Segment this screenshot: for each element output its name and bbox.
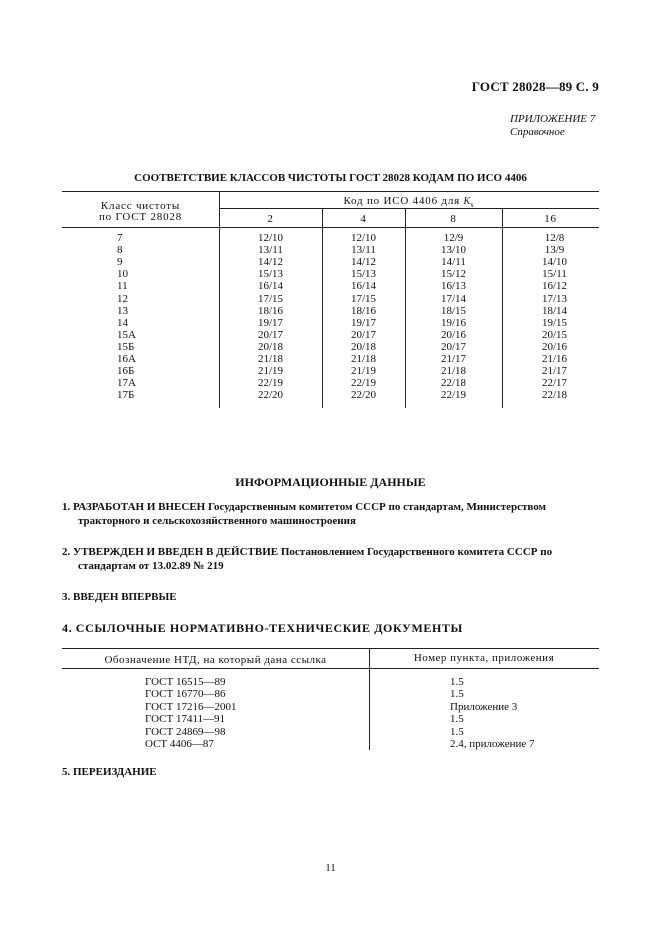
table1-cell-code-16: 21/17 [541,365,568,378]
table1-cell-code-4: 13/11 [351,244,376,257]
table1-cell-code-8: 21/17 [440,353,467,365]
table1-header-bottom-rule [62,227,599,228]
table1-cell-code-4: 18/16 [350,304,377,317]
table1-cell-code-16: 15/11 [542,268,567,281]
table1-cell-code-8: 14/11 [441,256,466,269]
table2-cell-designation: ГОСТ 16770—86 [145,688,226,701]
table1-cell-code-16: 16/12 [541,280,568,293]
table1-cell-class: 16А [117,353,136,365]
info-title: ИНФОРМАЦИОННЫЕ ДАННЫЕ [235,475,426,489]
table2-header-bottom-rule [62,668,599,669]
table1-cell-code-2: 20/17 [257,328,284,341]
table1-cell-code-8: 20/17 [440,340,467,353]
table1-cell-class: 17А [117,377,136,390]
table1-cell-code-8: 22/18 [440,377,467,390]
table2-cell-designation: ГОСТ 16515—89 [145,676,226,688]
table1-cell-code-4: 12/10 [350,232,377,244]
table2-header-clause: Номер пункта, приложения [413,652,555,664]
table1-cell-code-8: 12/9 [443,232,464,244]
table1-cell-code-16: 22/18 [541,389,568,402]
document-header: ГОСТ 28028—89 С. 9 [471,79,599,94]
info-item-1 [62,500,599,528]
table2-top-rule [62,648,599,649]
table1-cell-code-4: 20/18 [350,340,377,353]
table1-cell-code-2: 21/19 [257,365,284,378]
info-item-3: 3. ВВЕДЕН ВПЕРВЫЕ [62,591,177,603]
table1-cell-class: 15Б [117,340,135,353]
table1-cell-code-4: 21/18 [350,353,377,365]
table1-cell-class: 11 [117,280,128,293]
table1-cell-code-4: 15/13 [350,268,377,281]
table1-cell-code-16: 12/8 [544,232,565,244]
info-item-2-line1: 2. УТВЕРЖДЕН И ВВЕДЕН В ДЕЙСТВИЕ Постановлением Государственного комитета СССР по [62,546,553,558]
table1-cell-class: 9 [117,256,123,269]
table1-cell-code-16: 14/10 [541,256,568,269]
info-item-4: 4. ССЫЛОЧНЫЕ НОРМАТИВНО-ТЕХНИЧЕСКИЕ ДОКУМЕНТЫ [62,621,463,635]
table1-cell-code-2: 12/10 [257,232,284,244]
table1-cell-code-8: 13/10 [440,244,467,257]
table1-group-header-text: Код по ИСО 4406 для [343,195,460,207]
table1-cell-code-16: 13/9 [544,244,565,257]
table1-cell-code-8: 21/18 [440,365,467,378]
table2-cell-clause: Приложение 3 [450,700,518,713]
page-number: 11 [325,862,336,874]
table1-cell-code-16: 20/15 [541,328,568,341]
table1-top-rule [62,191,599,192]
table1-cell-code-16: 18/14 [541,304,568,317]
table1-group-header [219,195,599,211]
table1-cell-class: 17Б [117,389,135,402]
table1-cell-code-4: 21/19 [350,365,377,378]
table2-header-designation: Обозначение НТД, на который дана ссылка [104,654,327,666]
table1-cell-code-4: 20/17 [350,328,377,341]
table1-cell-code-4: 17/15 [350,292,377,305]
table1-cell-code-16: 21/16 [541,353,568,365]
table1-cell-code-4: 14/12 [350,256,377,269]
table1-cell-code-2: 21/18 [257,353,284,365]
table1-cell-code-2: 19/17 [257,316,284,329]
table1-cell-code-2: 17/15 [257,292,284,305]
table2-cell-designation: ГОСТ 17216—2001 [145,700,237,713]
info-item-2-line2: стандартам от 13.02.89 № 219 [78,560,224,572]
table1-cell-class: 16Б [117,365,135,378]
table2-cell-clause: 1.5 [450,725,464,738]
table1-cell-code-16: 19/15 [541,316,568,329]
table1-cell-code-8: 17/14 [440,292,467,305]
table1-subheader: 16 [544,213,557,225]
table2-cell-clause: 1.5 [450,688,464,701]
table1-cell-code-2: 15/13 [257,268,284,281]
table1-cell-code-2: 16/14 [257,280,284,293]
table1-subheader: 8 [450,213,457,225]
table1-cell-code-8: 19/16 [440,316,467,329]
table1-subheader: 4 [360,213,367,225]
table1-col0-header-2: по ГОСТ 28028 [98,211,182,223]
table1-cell-class: 7 [117,232,123,244]
info-item-1-line2: тракторного и сельскохозяйственного машиностроения [78,515,356,527]
table1-cell-code-8: 20/16 [440,328,467,341]
appendix-type: Справочное [510,126,565,138]
table1-cell-code-4: 16/14 [350,280,377,293]
table1-cell-code-8: 18/15 [440,304,467,317]
table1-cell-code-8: 15/12 [440,268,467,281]
table1-subheader: 2 [267,213,274,225]
info-item-1-line1: 1. РАЗРАБОТАН И ВНЕСЕН Государственным комитетом СССР по стандартам, Министерством [62,501,547,513]
table1-cell-class: 15А [117,328,136,341]
table2-cell-designation: ГОСТ 17411—91 [145,713,226,726]
table2-cell-designation: ОСТ 4406—87 [145,738,214,750]
table1-cell-code-2: 20/18 [257,340,284,353]
table1-cell-class: 12 [117,292,128,305]
table1-cell-class: 10 [117,268,128,281]
info-item-5: 5. ПЕРЕИЗДАНИЕ [62,766,157,778]
table1-cell-code-4: 22/20 [350,389,377,402]
table2-cell-clause: 1.5 [450,713,464,726]
table1-cell-code-2: 14/12 [257,256,284,269]
table1-group-header-sub: x [470,201,475,210]
table1-title: СООТВЕТСТВИЕ КЛАССОВ ЧИСТОТЫ ГОСТ 28028 КОДАМ ПО ИСО 4406 [134,172,527,184]
table2-cell-clause: 1.5 [450,676,464,688]
table2-cell-designation: ГОСТ 24869—98 [145,725,226,738]
table1-group-header-symbol: K [463,196,471,207]
table1-cell-code-16: 17/13 [541,292,568,305]
table1-cell-class: 13 [117,304,128,317]
table1-cell-code-16: 22/17 [541,377,568,390]
table1-cell-code-2: 18/16 [257,304,284,317]
info-item-2 [62,545,599,573]
table1-cell-code-8: 16/13 [440,280,467,293]
appendix-label [510,113,595,139]
table1-cell-class: 14 [117,316,128,329]
table1-col0-header-1: Класс чистоты [100,200,181,212]
table1-cell-code-16: 20/16 [541,340,568,353]
table1-cell-code-8: 22/19 [440,389,467,402]
table1-cell-code-4: 19/17 [350,316,377,329]
table1-cell-code-2: 22/19 [257,377,284,390]
table1-cell-code-2: 13/11 [258,244,283,257]
table1-cell-code-2: 22/20 [257,389,284,402]
appendix-number: ПРИЛОЖЕНИЕ 7 [510,113,596,125]
table1-cell-code-4: 22/19 [350,377,377,390]
table2-cell-clause: 2.4, приложение 7 [450,738,535,750]
table1-cell-class: 8 [117,244,123,257]
